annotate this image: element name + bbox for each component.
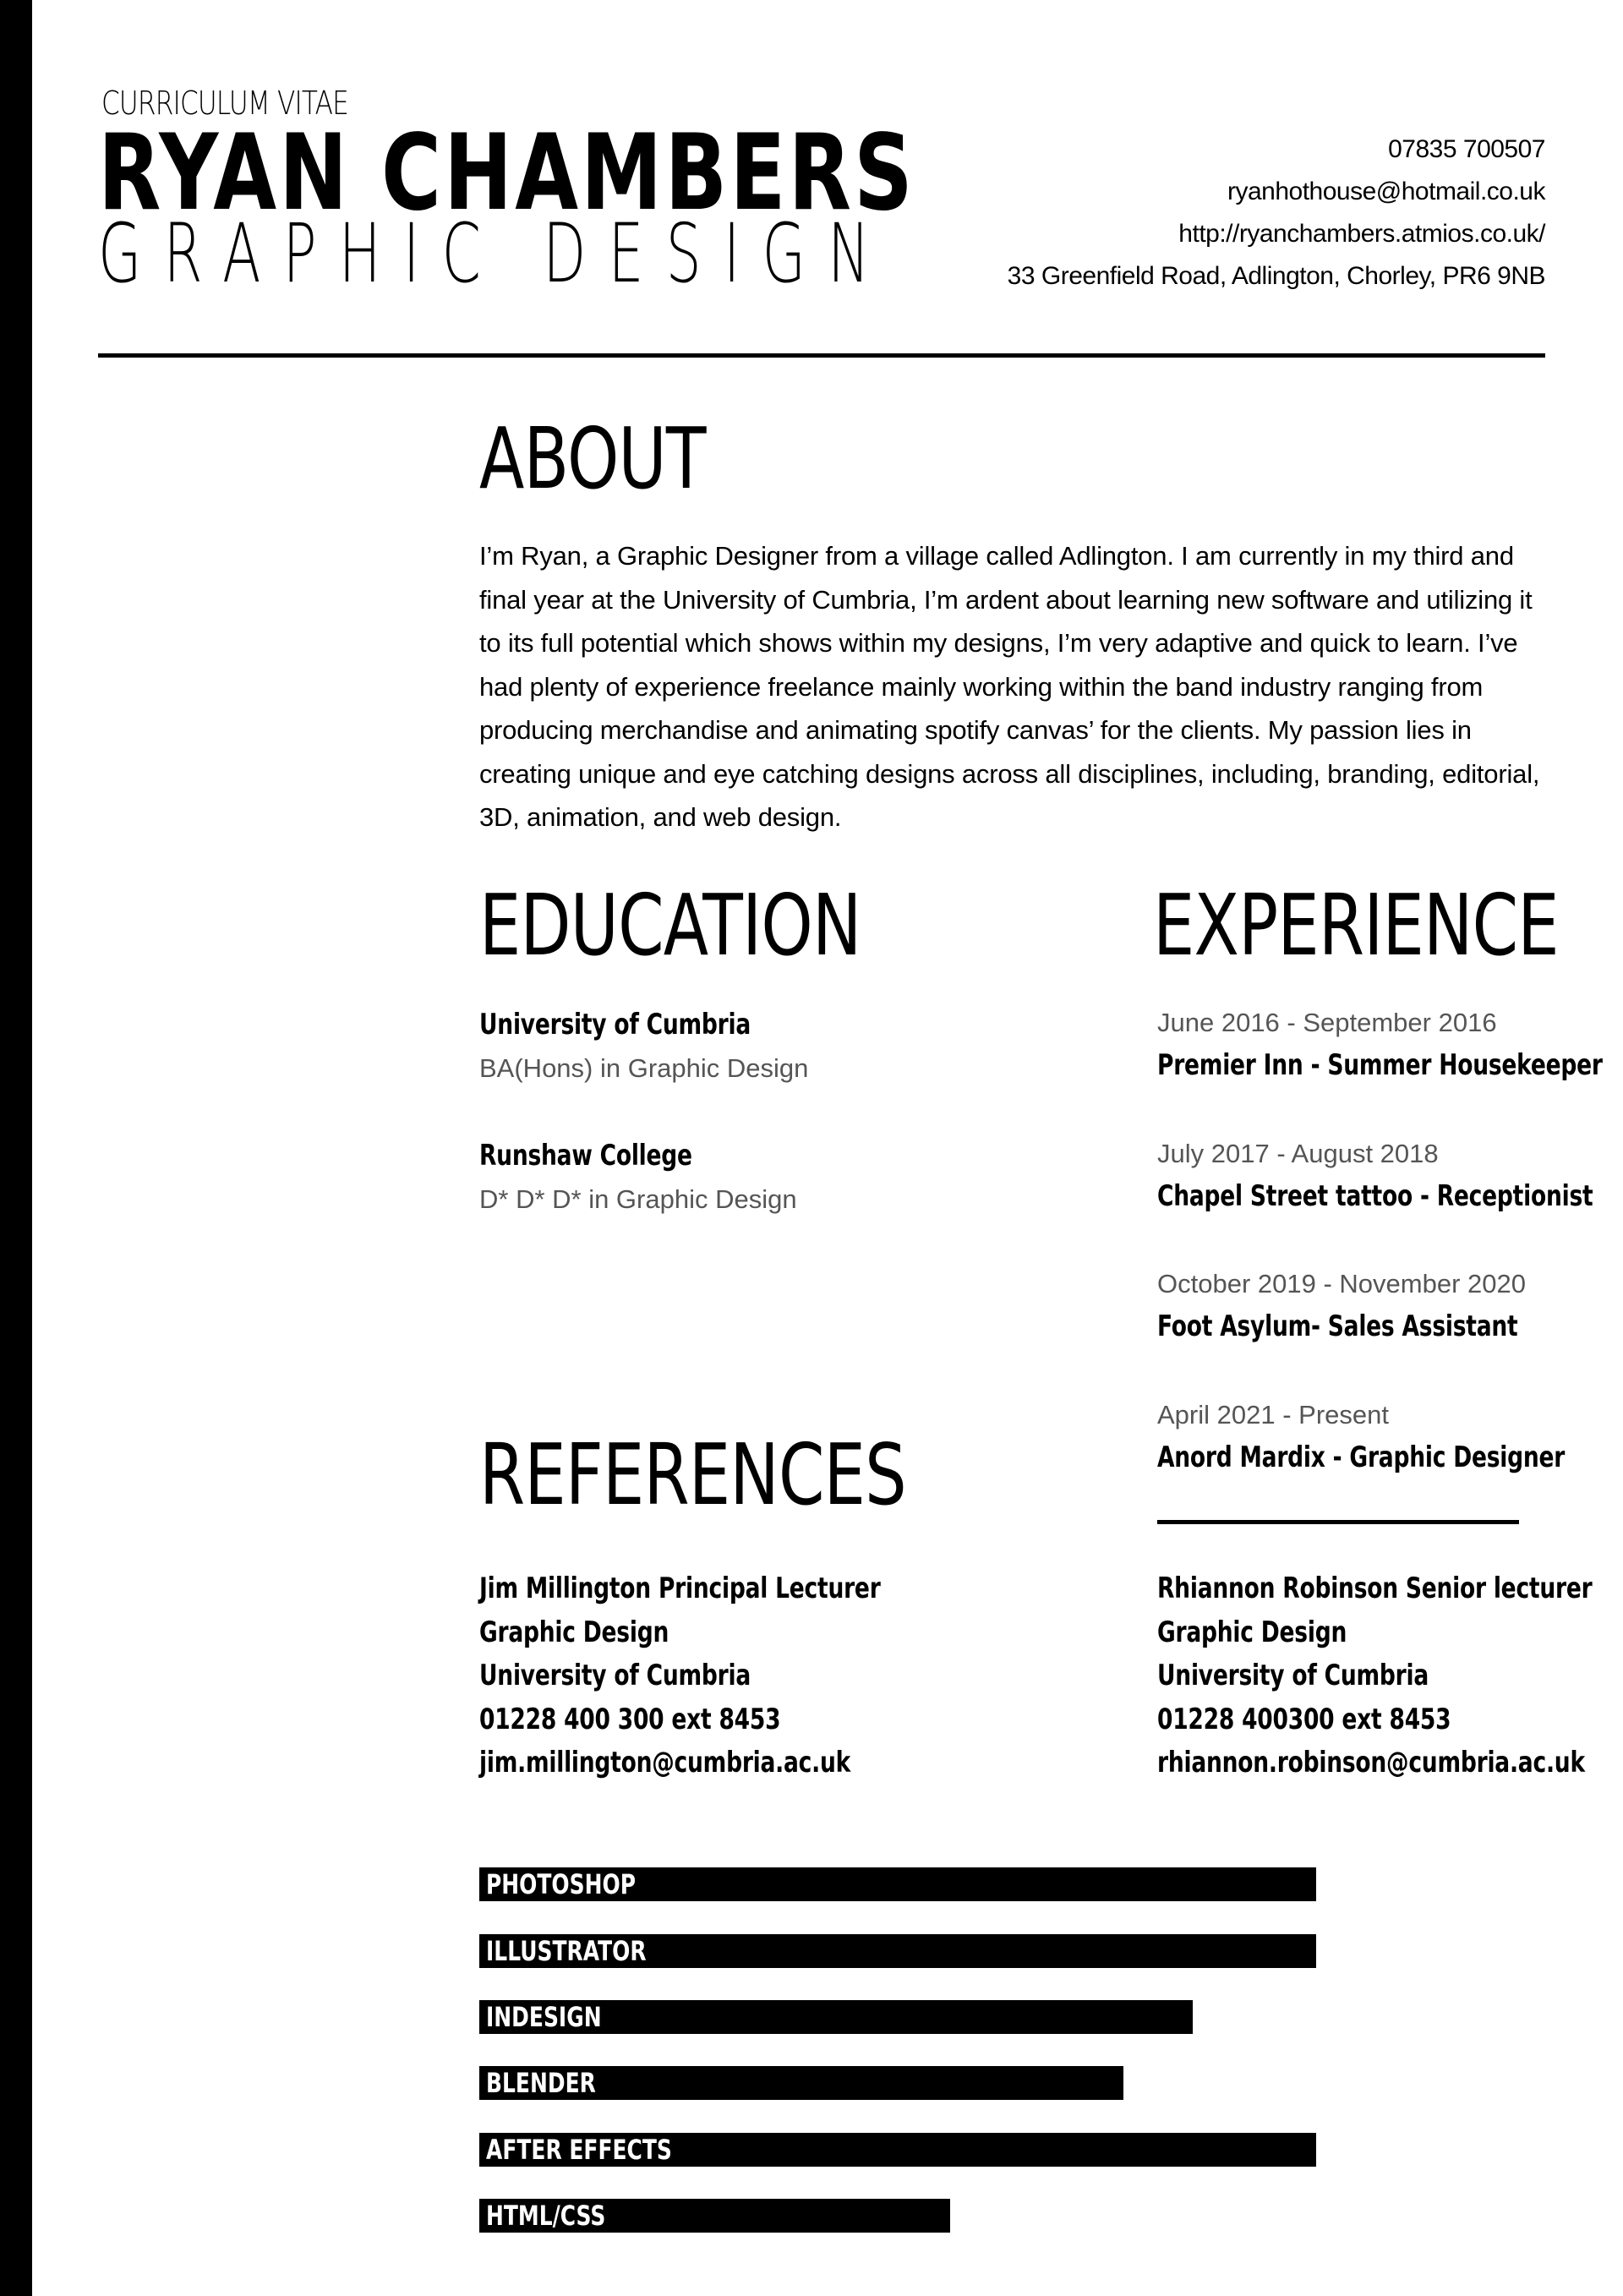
reference-name: Jim Millington Principal Lecturer	[479, 1572, 881, 1605]
education-institution: Runshaw College	[479, 1139, 692, 1173]
home-address: 33 Greenfield Road, Adlington, Chorley, PR6 9NB	[1007, 262, 1545, 290]
experience-item	[1157, 1266, 1620, 1345]
skill-bar-illustrator	[479, 1934, 1316, 1968]
education-heading: EDUCATION	[479, 876, 861, 975]
phone-number: 07835 700507	[1388, 135, 1545, 163]
reference-phone: 01228 400 300 ext 8453	[479, 1702, 781, 1736]
experience-role: Foot Asylum- Sales Assistant	[1157, 1309, 1518, 1343]
website-link: http://ryanchambers.atmios.co.uk/	[1178, 220, 1545, 248]
education-item	[479, 1137, 797, 1218]
experience-heading: EXPERIENCE	[1153, 876, 1559, 975]
experience-dates: July 2017 - August 2018	[1157, 1139, 1439, 1168]
education-institution: University of Cumbria	[479, 1008, 751, 1041]
skill-bar-after-effects	[479, 2133, 1316, 2167]
skill-label: BLENDER	[486, 2067, 596, 2099]
experience-dates: April 2021 - Present	[1157, 1400, 1389, 1430]
cv-label: CURRICULUM VITAE	[101, 85, 349, 122]
reference-institution: University of Cumbria	[479, 1659, 751, 1692]
header-divider	[98, 353, 1545, 358]
skill-label: PHOTOSHOP	[486, 1868, 637, 1900]
skill-bar-html-css	[479, 2199, 950, 2233]
experience-divider	[1157, 1520, 1519, 1524]
contact-info	[954, 128, 1545, 298]
skill-bar-indesign	[479, 2000, 1193, 2034]
experience-item	[1157, 1135, 1623, 1215]
skill-label: INDESIGN	[486, 2001, 602, 2033]
education-item	[479, 1006, 828, 1087]
reference-email: rhiannon.robinson@cumbria.ac.uk	[1157, 1746, 1585, 1779]
experience-role: Chapel Street tattoo - Receptionist	[1157, 1179, 1593, 1213]
experience-role: Anord Mardix - Graphic Designer	[1157, 1440, 1566, 1474]
email-address: ryanhothouse@hotmail.co.uk	[1227, 178, 1545, 205]
reference-name: Rhiannon Robinson Senior lecturer	[1157, 1572, 1593, 1605]
reference-department: Graphic Design	[1157, 1615, 1347, 1649]
discipline-title: GRAPHIC DESIGN	[98, 206, 892, 301]
about-text: I’m Ryan, a Graphic Designer from a village called Adlington. I am currently in my third and final year at the University of Cumbria, I’m ardent about learning new software and utilizing it to its full potential which shows within my designs, I’m very adaptive and quick to learn. I’ve had plenty of experience freelance mainly working within the band industry ranging from producing merchandise and animating spotify canvas’ for the clients. My passion lies in creating unique and eye catching designs across all disciplines, including, branding, editorial, 3D, animation, and web design.	[479, 541, 1540, 832]
reference-institution: University of Cumbria	[1157, 1659, 1429, 1692]
experience-item	[1157, 1004, 1623, 1084]
experience-dates: October 2019 - November 2020	[1157, 1269, 1526, 1298]
skill-bar-photoshop	[479, 1867, 1316, 1901]
reference-card	[1157, 1570, 1623, 1781]
reference-card	[479, 1570, 993, 1781]
reference-department: Graphic Design	[479, 1615, 669, 1649]
reference-email: jim.millington@cumbria.ac.uk	[479, 1746, 851, 1779]
candidate-name: RYAN CHAMBERS	[98, 112, 915, 234]
experience-role: Premier Inn - Summer Housekeeper	[1157, 1048, 1603, 1082]
skill-label: AFTER EFFECTS	[486, 2134, 672, 2166]
reference-phone: 01228 400300 ext 8453	[1157, 1702, 1451, 1736]
about-heading: ABOUT	[479, 409, 706, 508]
skill-label: HTML/CSS	[486, 2200, 606, 2232]
references-heading: REFERENCES	[479, 1425, 906, 1524]
education-qualification: D* D* D* in Graphic Design	[479, 1184, 797, 1214]
experience-dates: June 2016 - September 2016	[1157, 1008, 1497, 1037]
left-accent-bar	[0, 0, 32, 2296]
education-qualification: BA(Hons) in Graphic Design	[479, 1053, 809, 1083]
skill-label: ILLUSTRATOR	[486, 1935, 647, 1967]
experience-item	[1157, 1397, 1623, 1476]
skill-bar-blender	[479, 2066, 1123, 2100]
